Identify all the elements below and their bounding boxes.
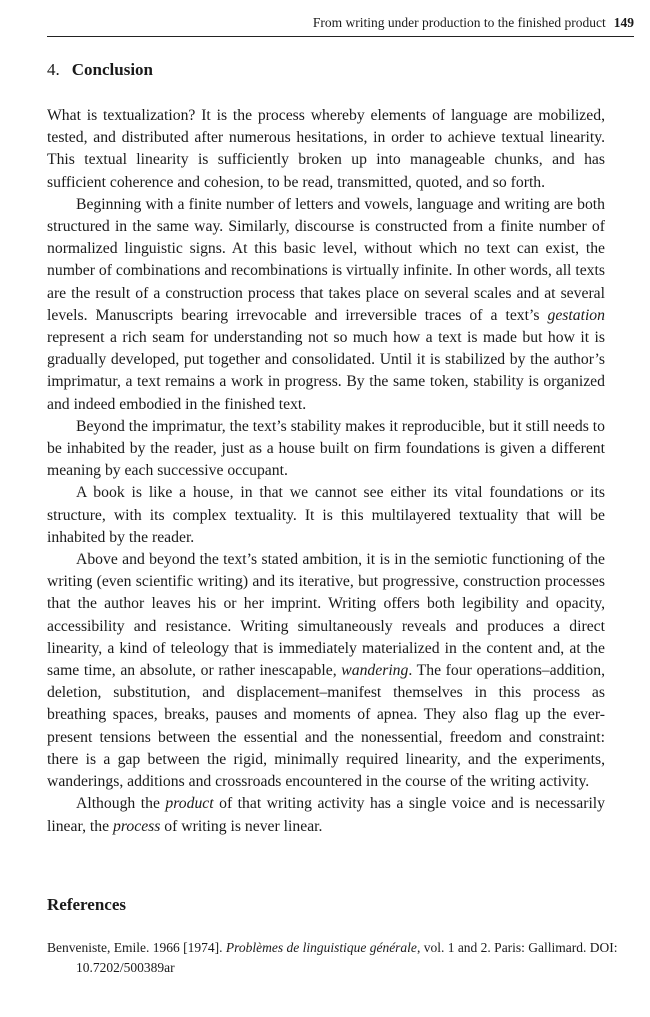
text-run: of that writing activity has a single voice and is necessarily linear, the [47, 795, 606, 835]
text-run: Beginning with a finite number of letters and vowels, language and writing are both structured in the same way. Similarly, discourse is constructed from a finite number of normalized linguistic signs. At this basic level, without which no text can exist, the number of combinations and recombinations is virtually infinite. In other words, all texts are the result of a construction process that takes place on several scales and at several levels. Manuscripts bearing irrevocable and irreversible traces of a text’s [47, 195, 605, 324]
body-text [47, 105, 605, 838]
text-run: A book is like a house, in that we cannot see either its vital foundations or its structure, with its complex textuality. It is this multilayered textuality that will be inhabited by the reader. [47, 484, 605, 546]
paragraph [47, 416, 605, 483]
paragraph [47, 549, 605, 793]
paragraph [47, 105, 605, 194]
section-number: 4. [47, 60, 60, 79]
running-title: From writing under production to the finished product [312, 15, 606, 30]
paragraph [47, 194, 605, 416]
italic-text: gestation [547, 306, 605, 324]
paragraph [47, 793, 605, 837]
italic-text: wandering [341, 662, 409, 680]
text-run: . The four operations–addition, deletion, substitution, and displacement–manifest themselves in this process as breathing spaces, breaks, pauses and moments of apnea. They also flag up the ever-present tensions between the essential and the nonessential, freedom and constraint: there is a gap between the rigid, minimally required linearity, and the experiments, wanderings, additions and crossroads encountered in the course of the writing activity. [47, 662, 605, 791]
text-run: Beyond the imprimatur, the text’s stability makes it reproducible, but it still needs to be inhabited by the reader, just as a house built on firm foundations is given a different meaning by each successive occupant. [47, 417, 605, 480]
section-title: Conclusion [71, 60, 153, 79]
section-heading [47, 60, 153, 80]
italic-text: product [165, 795, 214, 813]
text-run: , vol. 1 and 2. Paris: Gallimard. DOI: 10.7202/500389ar [76, 940, 618, 975]
text-run: Benveniste, Emile. 1966 [1974]. [47, 940, 226, 955]
text-run: What is textualization? It is the process whereby elements of language are mobilized, tested, and distributed after numerous hesitations, in order to achieve textual linearity. This textual linearity is sufficiently broken up into manageable chunks, and has sufficient coherence and cohesion, to be read, transmitted, quoted, and so forth. [47, 107, 605, 191]
italic-text: Problèmes de linguistique générale [225, 940, 417, 955]
references-heading: References [47, 895, 126, 914]
reference-entry [47, 938, 636, 978]
text-run: Above and beyond the text’s stated ambition, it is in the semiotic functioning of the writing (even scientific writing) and its iterative, but progressive, construction processes that the author leaves his or her imprint. Writing offers both legibility and opacity, accessibility and resistance. Writing simultaneously reveals and produces a direct linearity, a kind of teleology that is immediately materialized in the content and, at the same time, an absolute, or rather inescapable, [47, 551, 605, 680]
running-header [47, 10, 634, 37]
page-number: 149 [613, 15, 634, 30]
text-run: Although the [76, 795, 166, 813]
text-run: of writing is never linear. [160, 817, 323, 835]
text-run: represent a rich seam for understanding not so much how a text is made but how it is gradually developed, put together and consolidated. Until it is stabilized by the author’s imprimatur, a text remains a work in progress. By the same token, stability is organized and indeed embodied in the finished text. [47, 329, 605, 413]
italic-text: process [113, 817, 161, 835]
paragraph [47, 482, 605, 549]
